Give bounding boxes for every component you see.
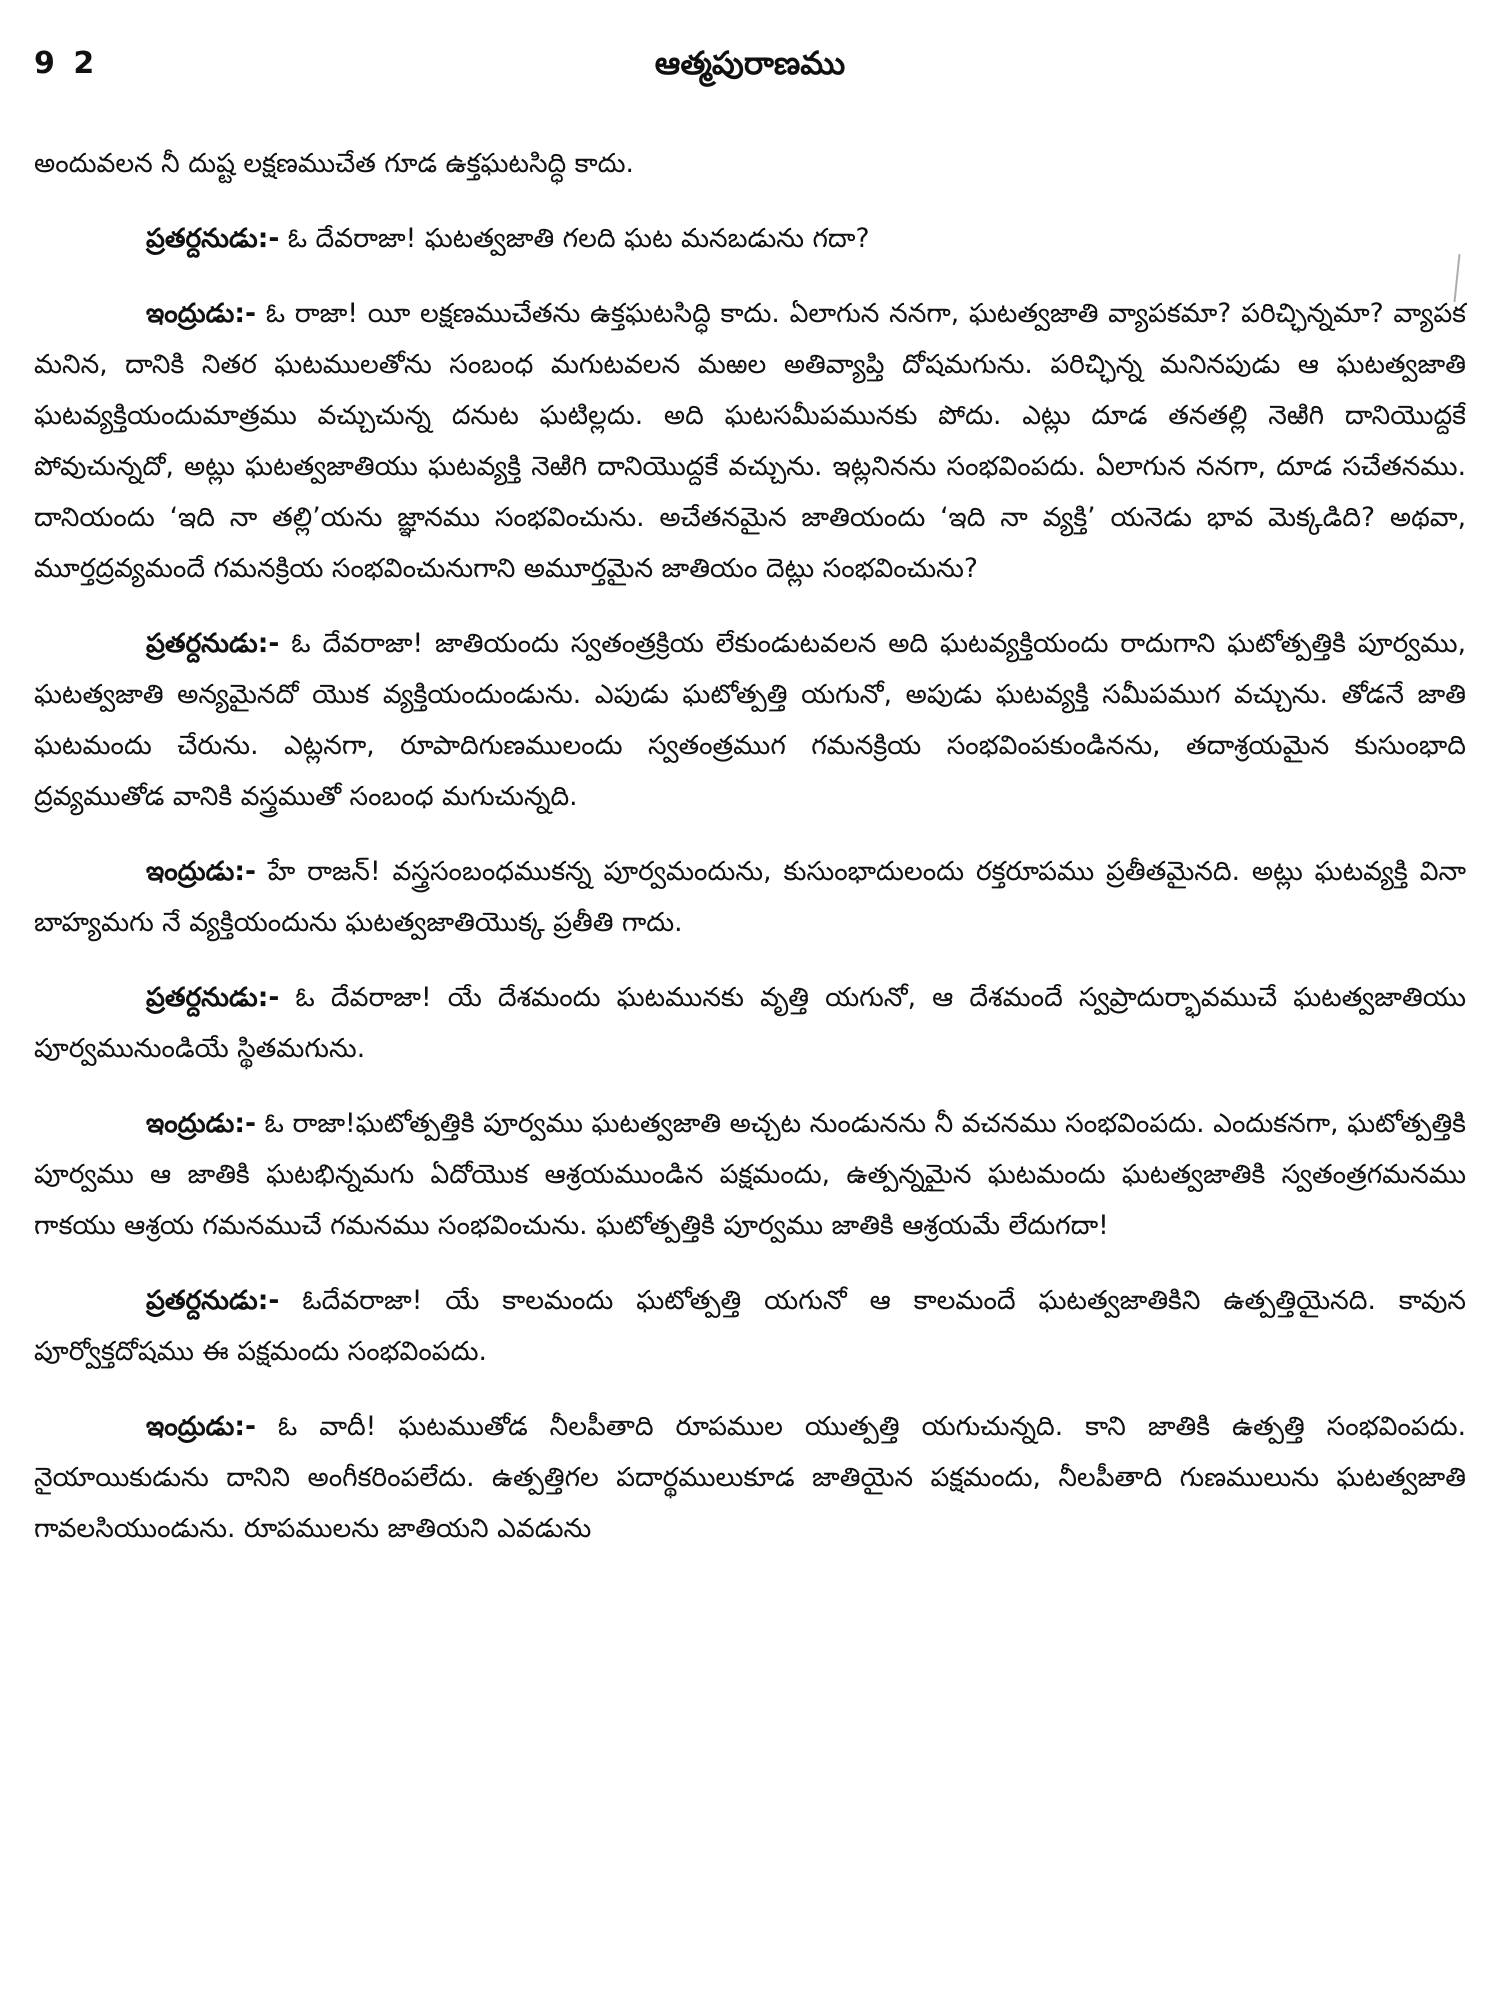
dialogue-paragraph	[34, 846, 1466, 948]
dialogue-paragraph	[34, 972, 1466, 1074]
page-number: 9 2	[34, 46, 99, 81]
paragraph-text: హే రాజన్! వస్త్రసంబంధముకన్న పూర్వమందును, కుసుంభాదులందు రక్తరూపము ప్రతీతమైనది. అట్లు ఘటవ్యక్తి వినా బాహ్యమగు నే వ్యక్తియందును ఘటత్వజాతియొక్క ప్రతీతి గాదు.	[34, 856, 1466, 938]
paragraph-text: ఓ దేవరాజా! యే దేశమందు ఘటమునకు వృత్తి యగునో, ఆ దేశమందే స్వప్రాదుర్భావముచే ఘటత్వజాతియు పూర్వమునుండియే స్థితమగును.	[34, 982, 1466, 1064]
paragraph-text: అందువలన నీ దుష్ట లక్షణముచేత గూడ ఉక్తఘటసిద్ధి కాదు.	[34, 148, 634, 179]
speaker-label: ఇంద్రుడు:-	[146, 856, 256, 887]
dialogue-paragraph	[34, 213, 1466, 264]
paragraph-text: ఓ దేవరాజా! ఘటత్వజాతి గలది ఘట మనబడును గదా?	[279, 223, 870, 254]
paragraph-text: ఓ రాజా! యీ లక్షణముచేతను ఉక్తఘటసిద్ధి కాదు. ఏలాగున ననగా, ఘటత్వజాతి వ్యాపకమా? పరిచ్ఛిన్నమా? వ్యాపక మనిన, దానికి నితర ఘటములతోను సంబంధ మగుటవలన మఱల అతివ్యాప్తి దోషమగును. పరిచ్ఛిన్న మనినపుడు ఆ ఘటత్వజాతి ఘటవ్యక్తియందుమాత్రము వచ్చుచున్న దనుట ఘటిల్లదు. అది ఘటసమీపమునకు పోదు. ఎట్లు దూడ తనతల్లి నెఱిగి దానియొద్దకే పోవుచున్నదో, అట్లు ఘటత్వజాతియు ఘటవ్యక్తి నెఱిగి దానియొద్దకే వచ్చును. ఇట్లనినను సంభవింపదు. ఏలాగున ననగా, దూడ సచేతనము. దానియందు ‘ఇది నా తల్లి’యను జ్ఞానము సంభవించును. అచేతనమైన జాతియందు ‘ఇది నా వ్యక్తి’ యనెడు భావ మెక్కడిది? అథవా, మూర్తద్రవ్యమందే గమనక్రియ సంభవించునుగాని అమూర్తమైన జాతియం దెట్లు సంభవించును?	[34, 298, 1466, 584]
speaker-label: ప్రతర్దనుడు:-	[146, 1285, 280, 1316]
dialogue-paragraph	[34, 1275, 1466, 1377]
page-body	[34, 138, 1466, 1554]
running-title: ఆత్మపురాణము	[654, 44, 846, 82]
paragraph-text: ఓ దేవరాజా! జాతియందు స్వతంత్రక్రియ లేకుండుటవలన అది ఘటవ్యక్తియందు రాదుగాని ఘటోత్పత్తికి పూర్వము, ఘటత్వజాతి అన్యమైనదో యొక వ్యక్తియందుండును. ఎపుడు ఘటోత్పత్తి యగునో, అపుడు ఘటవ్యక్తి సమీపముగ వచ్చును. తోడనే జాతి ఘటమందు చేరును. ఎట్లనగా, రూపాదిగుణములందు స్వతంత్రముగ గమనక్రియ సంభవింపకుండినను, తదాశ్రయమైన కుసుంభాది ద్రవ్యముతోడ వానికి వస్త్రముతో సంబంధ మగుచున్నది.	[34, 628, 1466, 812]
dialogue-paragraph	[34, 288, 1466, 594]
speaker-label: ప్రతర్దనుడు:-	[146, 982, 280, 1013]
dialogue-paragraph	[34, 618, 1466, 822]
dialogue-paragraph	[34, 1098, 1466, 1251]
speaker-label: ఇంద్రుడు:-	[146, 298, 256, 329]
paragraph-text: ఓదేవరాజా! యే కాలమందు ఘటోత్పత్తి యగునో ఆ కాలమందే ఘటత్వజాతికిని ఉత్పత్తియైనది. కావున పూర్వోక్తదోషము ఈ పక్షమందు సంభవింపదు.	[34, 1285, 1466, 1367]
paragraph	[34, 138, 1466, 189]
speaker-label: ఇంద్రుడు:-	[146, 1108, 256, 1139]
paragraph-text: ఓ రాజా!ఘటోత్పత్తికి పూర్వము ఘటత్వజాతి అచ్చట నుండునను నీ వచనము సంభవింపదు. ఎందుకనగా, ఘటోత్పత్తికి పూర్వము ఆ జాతికి ఘటభిన్నమగు ఏదోయొక ఆశ్రయముండిన పక్షమందు, ఉత్పన్నమైన ఘటమందు ఘటత్వజాతికి స్వతంత్రగమనము గాకయు ఆశ్రయ గమనముచే గమనము సంభవించును. ఘటోత్పత్తికి పూర్వము జాతికి ఆశ్రయమే లేదుగదా!	[34, 1108, 1466, 1241]
speaker-label: ఇంద్రుడు:-	[146, 1411, 256, 1442]
book-page	[34, 42, 1466, 1578]
paragraph-text: ఓ వాదీ! ఘటముతోడ నీలపీతాది రూపముల యుత్పత్తి యగుచున్నది. కాని జాతికి ఉత్పత్తి సంభవింపదు. నైయాయికుడును దానిని అంగీకరింపలేదు. ఉత్పత్తిగల పదార్థములుకూడ జాతియైన పక్షమందు, నీలపీతాది గుణములును ఘటత్వజాతి గావలసియుండును. రూపములను జాతియని ఎవడును	[34, 1411, 1466, 1544]
dialogue-paragraph	[34, 1401, 1466, 1554]
page-header	[34, 42, 1466, 102]
speaker-label: ప్రతర్దనుడు:-	[146, 223, 280, 254]
speaker-label: ప్రతర్దనుడు:-	[146, 628, 280, 659]
